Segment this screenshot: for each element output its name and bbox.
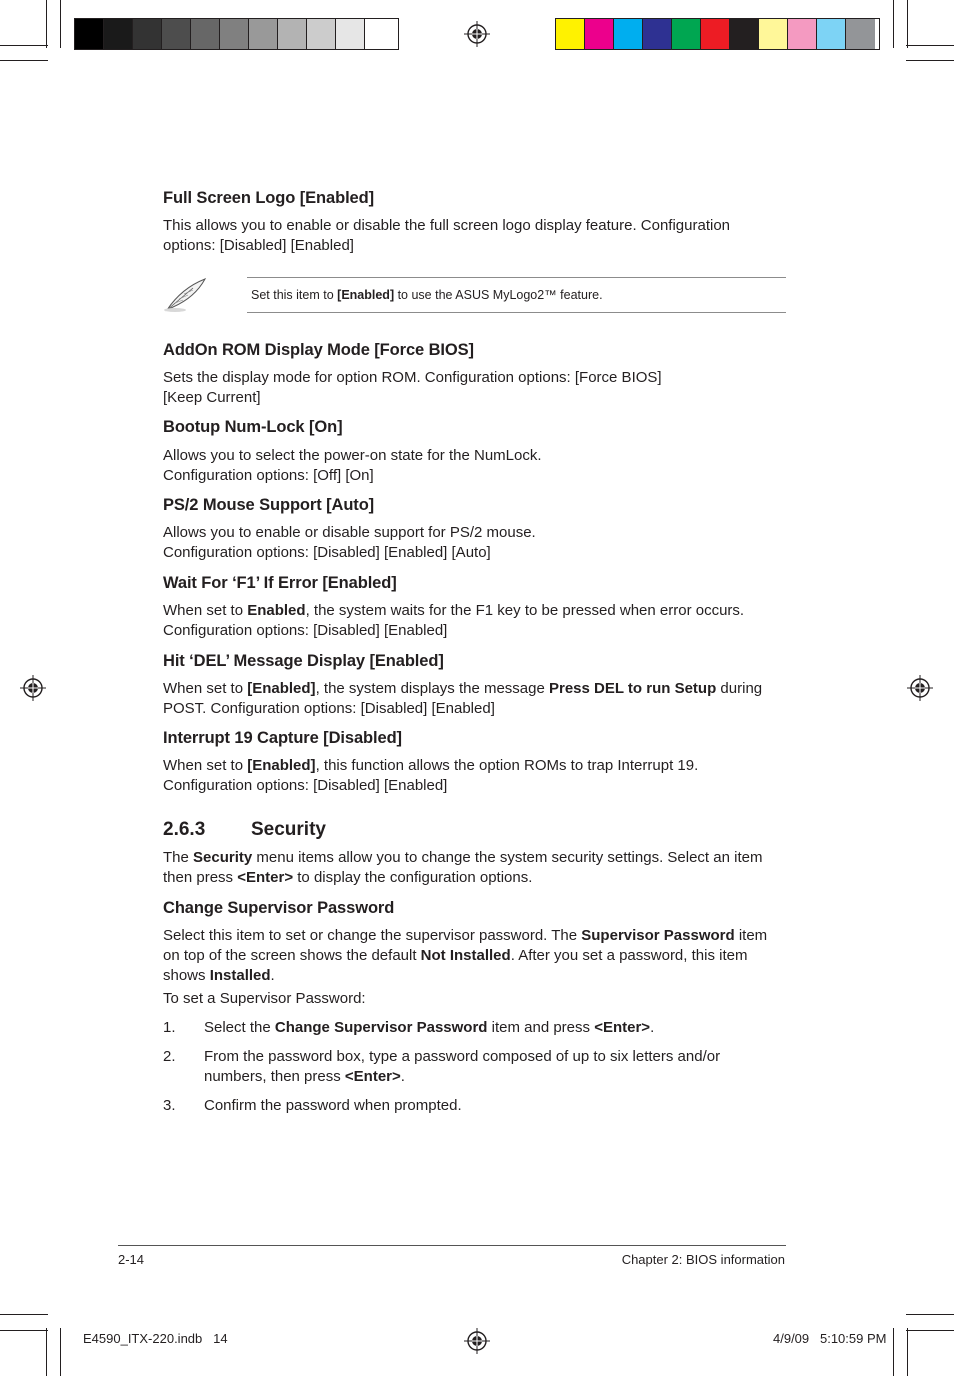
section-body: When set to Enabled, the system waits for the F1 key to be pressed when error occurs. Configuration options: [Disabled] [Enabled] [163, 602, 745, 639]
color-swatch [191, 19, 220, 49]
registration-mark-icon [464, 1328, 490, 1354]
section-number: 2.6.3 [163, 819, 206, 840]
crop-mark [893, 0, 894, 48]
color-swatch [643, 19, 672, 49]
crop-mark [893, 1328, 894, 1376]
color-swatch [336, 19, 365, 49]
section-heading: AddOn ROM Display Mode [Force BIOS] [163, 341, 474, 359]
supervisor-body: Select this item to set or change the supervisor password. The Supervisor Password item on top of the screen shows the default Not Installed. After you set a password, this item shows Installed. [163, 927, 768, 984]
color-swatch [701, 19, 730, 49]
section-title [163, 819, 326, 841]
section-body: When set to [Enabled], the system displays the message Press DEL to run Setup during POST. Configuration options: [Disabled] [Enabled] [163, 680, 763, 717]
supervisor-steps-intro: To set a Supervisor Password: [163, 990, 366, 1007]
chapter-label: Chapter 2: BIOS information [621, 1252, 785, 1267]
color-swatch [759, 19, 788, 49]
section-body: This allows you to enable or disable the full screen logo display feature. Configuration options: [Disabled] [Enabled] [163, 217, 730, 254]
print-slug-date: 4/9/09 5:10:59 PM [773, 1331, 887, 1346]
color-swatch [133, 19, 162, 49]
color-swatch [730, 19, 759, 49]
footer-rule [118, 1245, 786, 1246]
color-swatch [278, 19, 307, 49]
section-title-text: Security [251, 819, 326, 840]
crop-mark [46, 0, 47, 48]
section-heading: Wait For ‘F1’ If Error [Enabled] [163, 574, 397, 592]
note-text: Set this item to [Enabled] to use the ASUS MyLogo2™ feature. [251, 288, 603, 302]
color-swatch [846, 19, 875, 49]
color-swatch [672, 19, 701, 49]
color-swatch [162, 19, 191, 49]
section-heading: Interrupt 19 Capture [Disabled] [163, 729, 402, 747]
crop-mark [907, 0, 908, 48]
section-heading: PS/2 Mouse Support [Auto] [163, 496, 375, 514]
section-body: When set to [Enabled], this function allows the option ROMs to trap Interrupt 19. Configuration options: [Disabled] [Enabled] [163, 757, 699, 794]
crop-mark [0, 45, 48, 46]
section-body: Allows you to select the power-on state for the NumLock. Configuration options: [Off] [On] [163, 447, 542, 484]
crop-mark [906, 45, 954, 46]
color-swatch [817, 19, 846, 49]
grayscale-color-bar [74, 18, 399, 50]
note-feather-icon [163, 276, 209, 314]
print-slug-file: E4590_ITX-220.indb 14 [83, 1331, 228, 1346]
registration-mark-icon [907, 675, 933, 701]
note-top-rule [247, 277, 786, 278]
color-swatch [75, 19, 104, 49]
section-body: Sets the display mode for option ROM. Configuration options: [Force BIOS] [Keep Current] [163, 369, 662, 406]
color-swatch [614, 19, 643, 49]
section-heading: Change Supervisor Password [163, 899, 395, 917]
crop-mark [46, 1328, 47, 1376]
color-swatch [365, 19, 394, 49]
crop-mark [0, 60, 48, 61]
crop-mark [906, 1330, 954, 1331]
color-swatch [556, 19, 585, 49]
crop-mark [60, 1328, 61, 1376]
crop-mark [906, 1314, 954, 1315]
color-swatch [585, 19, 614, 49]
registration-mark-icon [20, 675, 46, 701]
crop-mark [907, 1328, 908, 1376]
color-swatch [788, 19, 817, 49]
section-heading: Hit ‘DEL’ Message Display [Enabled] [163, 652, 444, 670]
section-heading: Full Screen Logo [Enabled] [163, 189, 374, 207]
color-swatch [249, 19, 278, 49]
section-body: Allows you to enable or disable support for PS/2 mouse. Configuration options: [Disabled] [Enabled] [Auto] [163, 524, 536, 561]
crop-mark [906, 60, 954, 61]
color-swatch [307, 19, 336, 49]
color-swatch [220, 19, 249, 49]
crop-mark [0, 1330, 48, 1331]
section-heading: Bootup Num-Lock [On] [163, 418, 343, 436]
color-swatch [104, 19, 133, 49]
note-bottom-rule [247, 312, 786, 313]
registration-mark-icon [464, 21, 490, 47]
process-color-bar [555, 18, 880, 50]
page-number: 2-14 [118, 1252, 145, 1267]
security-intro: The Security menu items allow you to change the system security settings. Select an item then press <Enter> to display the configuration options. [163, 849, 763, 886]
crop-mark [60, 0, 61, 48]
crop-mark [0, 1314, 48, 1315]
